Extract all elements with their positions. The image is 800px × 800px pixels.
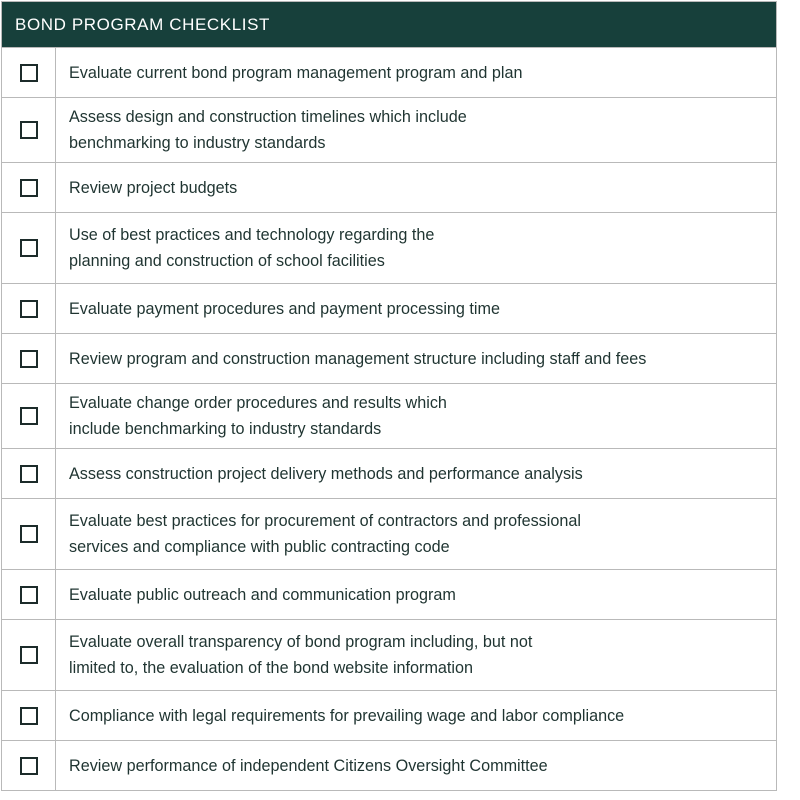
checklist-row bbox=[2, 47, 776, 97]
item-text bbox=[56, 213, 776, 283]
checklist-row bbox=[2, 333, 776, 383]
item-text-line: Evaluate public outreach and communication program bbox=[69, 585, 456, 604]
item-text bbox=[56, 691, 776, 740]
checkbox[interactable] bbox=[20, 757, 38, 775]
item-text bbox=[56, 163, 776, 212]
checkbox[interactable] bbox=[20, 525, 38, 543]
checklist-row bbox=[2, 569, 776, 619]
checkbox[interactable] bbox=[20, 646, 38, 664]
item-text-line: Evaluate payment procedures and payment processing time bbox=[69, 299, 501, 318]
item-text-line: Review project budgets bbox=[69, 178, 238, 197]
checkbox-cell bbox=[2, 570, 56, 619]
checkbox-cell bbox=[2, 98, 56, 162]
item-text-line: Compliance with legal requirements for prevailing wage and labor compliance bbox=[69, 706, 625, 725]
checkbox-cell bbox=[2, 449, 56, 498]
checklist-row bbox=[2, 619, 776, 690]
checkbox[interactable] bbox=[20, 64, 38, 82]
checklist-row bbox=[2, 283, 776, 333]
item-text-line: benchmarking to industry standards bbox=[69, 134, 326, 152]
checklist-row bbox=[2, 97, 776, 162]
checklist-title: BOND PROGRAM CHECKLIST bbox=[2, 2, 776, 47]
checkbox-cell bbox=[2, 163, 56, 212]
checkbox[interactable] bbox=[20, 179, 38, 197]
checkbox-cell bbox=[2, 741, 56, 790]
item-text-line: Use of best practices and technology regarding the bbox=[69, 226, 435, 244]
checkbox[interactable] bbox=[20, 707, 38, 725]
item-text bbox=[56, 334, 776, 383]
checkbox-cell bbox=[2, 691, 56, 740]
checklist-row bbox=[2, 690, 776, 740]
item-text-line: planning and construction of school facilities bbox=[69, 252, 385, 270]
item-text bbox=[56, 741, 776, 790]
checkbox[interactable] bbox=[20, 465, 38, 483]
item-text bbox=[56, 98, 776, 162]
checkbox-cell bbox=[2, 48, 56, 97]
item-text-line: Assess design and construction timelines which include bbox=[69, 108, 467, 126]
item-text bbox=[56, 384, 776, 448]
item-text bbox=[56, 620, 776, 690]
item-text bbox=[56, 499, 776, 569]
item-text-line: include benchmarking to industry standards bbox=[69, 420, 382, 438]
checkbox[interactable] bbox=[20, 300, 38, 318]
checklist-row bbox=[2, 212, 776, 283]
item-text bbox=[56, 449, 776, 498]
checkbox-cell bbox=[2, 499, 56, 569]
item-text-line: Evaluate current bond program management program and plan bbox=[69, 63, 523, 82]
item-text-line: Assess construction project delivery methods and performance analysis bbox=[69, 464, 583, 483]
checkbox[interactable] bbox=[20, 121, 38, 139]
checkbox[interactable] bbox=[20, 407, 38, 425]
item-text-line: services and compliance with public contracting code bbox=[69, 538, 450, 556]
item-text-line: Evaluate overall transparency of bond program including, but not bbox=[69, 633, 533, 651]
checkbox-cell bbox=[2, 620, 56, 690]
checklist-row bbox=[2, 383, 776, 448]
item-text-line: Evaluate best practices for procurement of contractors and professional bbox=[69, 512, 581, 530]
checkbox-cell bbox=[2, 334, 56, 383]
checklist-row bbox=[2, 162, 776, 212]
checkbox-cell bbox=[2, 384, 56, 448]
checklist-row bbox=[2, 448, 776, 498]
checkbox[interactable] bbox=[20, 586, 38, 604]
item-text bbox=[56, 284, 776, 333]
checkbox[interactable] bbox=[20, 239, 38, 257]
item-text-line: Review performance of independent Citizens Oversight Committee bbox=[69, 756, 548, 775]
item-text-line: limited to, the evaluation of the bond website information bbox=[69, 659, 474, 677]
bond-program-checklist bbox=[1, 1, 777, 791]
checklist-row bbox=[2, 740, 776, 790]
item-text-line: Review program and construction management structure including staff and fees bbox=[69, 349, 647, 368]
checklist-row bbox=[2, 498, 776, 569]
checkbox-cell bbox=[2, 213, 56, 283]
item-text bbox=[56, 570, 776, 619]
item-text-line: Evaluate change order procedures and results which bbox=[69, 394, 447, 412]
checkbox-cell bbox=[2, 284, 56, 333]
checkbox[interactable] bbox=[20, 350, 38, 368]
item-text bbox=[56, 48, 776, 97]
